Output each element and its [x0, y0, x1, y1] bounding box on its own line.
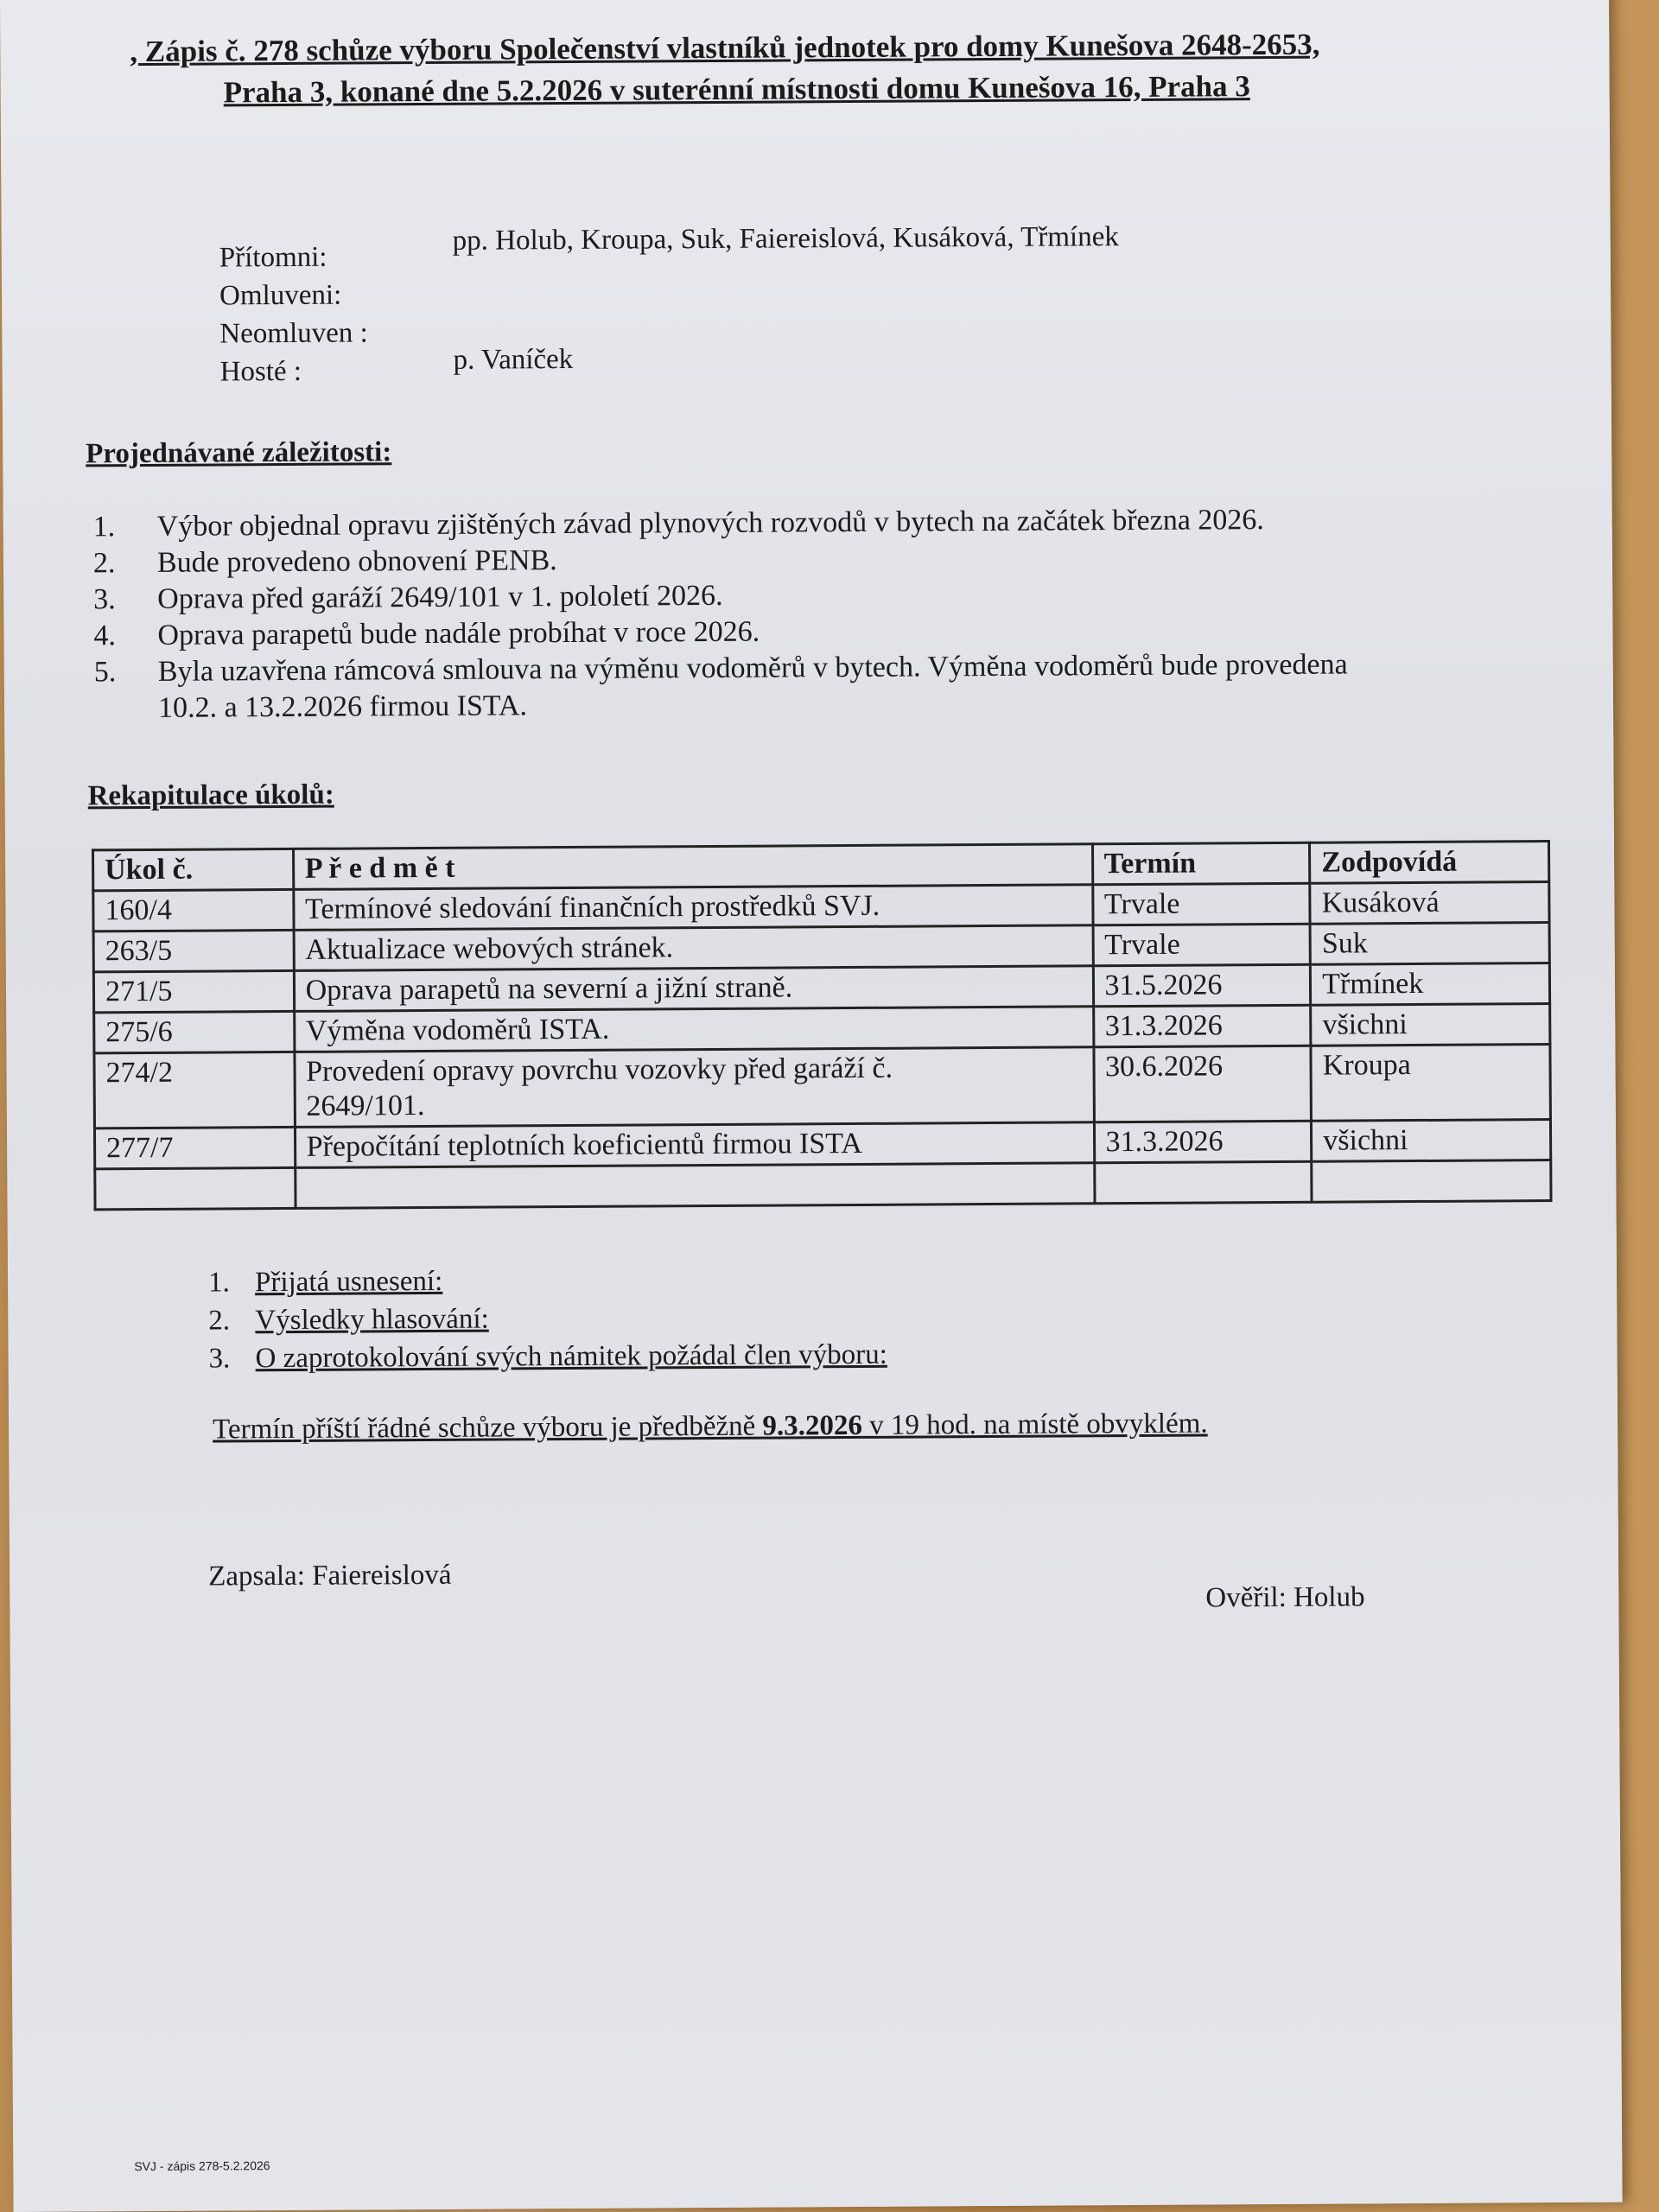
- task-term: 31.3.2026: [1093, 1005, 1311, 1047]
- item-number: 2.: [92, 547, 116, 580]
- next-meeting-text-end: v 19 hod. na místě obvyklém.: [861, 1408, 1208, 1441]
- task-term: Trvale: [1092, 883, 1310, 925]
- task-id: 263/5: [93, 930, 294, 971]
- attendance-label: Přítomni:: [219, 241, 327, 274]
- task-responsible: všichni: [1312, 1120, 1551, 1162]
- empty-cell: [295, 1163, 1094, 1209]
- task-subject-line: Provedení opravy povrchu vozovky před garáží č.: [306, 1052, 893, 1088]
- task-responsible: Kusáková: [1310, 882, 1549, 925]
- table-row: [94, 1045, 1551, 1128]
- task-subject: Výměna vodoměrů ISTA.: [294, 1007, 1093, 1052]
- task-id: 275/6: [94, 1011, 295, 1052]
- task-responsible: všichni: [1311, 1004, 1550, 1046]
- item-text: Oprava před garáží 2649/101 v 1. pololetí 2026.: [157, 579, 723, 615]
- recorded-by: Zapsala: Faiereislová: [208, 1559, 452, 1592]
- title-line-1: , Zápis č. 278 schůze výboru Společenství vlastníků jednotek pro domy Kunešova 2648-2653,: [130, 27, 1320, 69]
- matters-heading: Projednávané záležitosti:: [86, 436, 392, 470]
- tasks-heading: Rekapitulace úkolů:: [87, 779, 334, 812]
- task-term: 30.6.2026: [1093, 1046, 1311, 1122]
- item-number: 5.: [93, 656, 117, 689]
- task-subject: [295, 1047, 1094, 1128]
- task-subject: Termínové sledování finančních prostředků SVJ.: [293, 885, 1092, 931]
- item-text: O zaprotokolování svých námitek požádal člen výboru:: [255, 1338, 888, 1375]
- item-number: 3.: [208, 1343, 231, 1375]
- attendance-value: pp. Holub, Kroupa, Suk, Faiereislová, Kusáková, Třmínek: [452, 221, 1119, 257]
- task-subject: Přepočítání teplotních koeficientů firmou ISTA: [295, 1122, 1094, 1168]
- next-meeting-text: Termín příští řádné schůze výboru je předběžně: [213, 1410, 763, 1446]
- task-id: 277/7: [94, 1127, 295, 1168]
- column-header: Úkol č.: [93, 849, 294, 890]
- column-header: Zodpovídá: [1310, 842, 1549, 884]
- document-title: [130, 23, 1495, 110]
- task-subject: Aktualizace webových stránek.: [294, 925, 1093, 971]
- title-line-2: Praha 3, konané dne 5.2.2026 v suterénní místnosti domu Kunešova 16, Praha 3: [223, 69, 1250, 110]
- matters-list: [92, 502, 1562, 724]
- task-term: 31.5.2026: [1093, 964, 1311, 1007]
- item-number: 2.: [208, 1305, 231, 1337]
- task-id: 160/4: [93, 889, 294, 931]
- item-text: Byla uzavřena rámcová smlouva na výměnu vodoměrů v bytech. Výměna vodoměrů bude provedena: [157, 648, 1348, 688]
- task-responsible: Třmínek: [1311, 963, 1550, 1006]
- task-subject: Oprava parapetů na severní a jižní straně.: [294, 966, 1093, 1012]
- task-subject-line: 2649/101.: [306, 1090, 425, 1122]
- footer-reference: SVJ - zápis 278-5.2.2026: [134, 2158, 270, 2174]
- column-header: Termín: [1092, 842, 1310, 885]
- task-id: 271/5: [93, 970, 294, 1012]
- task-responsible: Kroupa: [1311, 1045, 1550, 1122]
- empty-cell: [1312, 1160, 1551, 1203]
- item-text: Přijatá usnesení:: [254, 1265, 443, 1299]
- item-text: Bude provedeno obnovení PENB.: [156, 544, 557, 579]
- next-meeting-note: [213, 1408, 1208, 1446]
- item-text: Oprava parapetů bude nadále probíhat v roce 2026.: [157, 615, 760, 652]
- item-number: 3.: [93, 583, 116, 616]
- verified-by: Ověřil: Holub: [1205, 1581, 1365, 1614]
- item-text: 10.2. a 13.2.2026 firmou ISTA.: [157, 690, 528, 724]
- attendance-label: Hosté :: [219, 355, 302, 388]
- item-text: Výbor objednal opravu zjištěných závad plynových rozvodů v bytech na začátek března 2026.: [156, 504, 1264, 543]
- task-responsible: Suk: [1310, 923, 1549, 965]
- item-number: 1.: [207, 1267, 230, 1299]
- table-row-empty: [95, 1160, 1551, 1210]
- attendance-label: Neomluven :: [219, 317, 368, 350]
- tasks-table: [92, 840, 1553, 1211]
- column-header: P ř e d m ě t: [293, 844, 1092, 890]
- item-number: 4.: [93, 620, 117, 652]
- item-text: Výsledky hlasování:: [255, 1303, 489, 1337]
- task-term: Trvale: [1093, 924, 1311, 966]
- item-number: 1.: [92, 511, 116, 543]
- task-term: 31.3.2026: [1094, 1121, 1312, 1163]
- empty-cell: [1094, 1161, 1312, 1204]
- attendance-label: Omluveni:: [219, 279, 342, 312]
- task-id: 274/2: [94, 1052, 295, 1128]
- attendance-value: p. Vaníček: [453, 343, 574, 376]
- empty-cell: [95, 1167, 296, 1209]
- next-meeting-date: 9.3.2026: [762, 1409, 863, 1442]
